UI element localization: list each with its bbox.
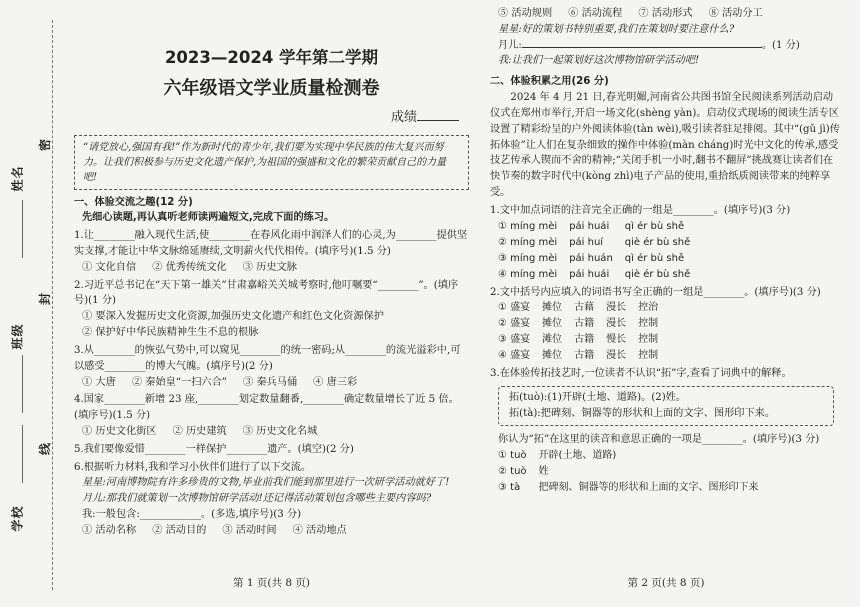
option-row: ① míng mèi pái huái qì ér bù shě [498,220,685,232]
reading-passage: 2024 年 4 月 21 日,春光明媚,河南省公共图书馆全民阅读系列活动启动仪式在郑州市举行,开启一场文化(shèng yàn)。启动仪式现场的阅读生活专区设置了精彩纷呈的户外阅读体验(tàn wèi),吸引读者驻足排阅。其中“(gǔ jì)传拓体验”让人们在复杂细致的操作中体验(màn cháng)时光中文化的传承,感受技艺传承人锲而不舍的精神;“关闭手机一小时,翻书不翻屏”挑战赛让读者们在快节奏的数字时代中(kòng zhì)电子产品的使用,重拾纸质阅读带来的纯粹享受。 [490,92,840,198]
section-2-heading: 二、体验积累之用(26 分) [490,76,609,88]
question-6: 6.根据听力材料,我和学习小伙伴们进行了以下交流。 [74,461,312,473]
section-1-instruction: 先细心读题,再认真听老师读两遍短文,完成下面的练习。 [82,212,335,224]
question-5: 5.我们要像爱惜________一样保护________遗产。(填空)(2 分) [74,443,354,455]
dialogue-xingxing: 星星:河南博物院有许多珍贵的文物,毕业前我们能到那里进行一次研学活动就好了! [82,477,450,489]
option: ① 要深入发掘历史文化资源,加强历史文化遗产和红色文化资源保护 [82,311,384,323]
option: ① 大唐 [82,376,116,388]
option: ③ 秦兵马俑 [242,376,298,388]
dictionary-entry-tuo: 拓(tuò):(1)开辟(土地、道路)。(2)姓。 [509,392,687,404]
option: ② 活动目的 [152,524,207,536]
page-1-footer: 第 1 页(共 8 页) [233,576,310,589]
option: ⑧ 活动分工 [708,8,763,19]
option: ① 历史文化街区 [82,425,157,437]
question-2-1: 1.文中加点词语的注音完全正确的一组是________。(填序号)(3 分) [490,204,791,216]
dictionary-entry-ta: 拓(tà):把碑刻、铜器等的形状和上面的文字、图形印下来。 [509,408,776,419]
pinyin-options-table [498,219,702,283]
school-fill-line [22,425,23,483]
score-field: 成绩 [74,108,469,128]
word-options-table [498,300,670,364]
dialogue-me: 我:一般包含:____________。(多选,填序号)(3 分) [82,509,302,521]
seal-mi: 密 [38,137,53,152]
option-row: ① tuò 开辟(土地、道路) [498,449,617,461]
seal-xian: 线 [38,441,53,456]
option: ⑦ 活动形式 [638,8,693,19]
question-1-options [74,260,469,276]
option: ② 秦始皇“一扫六合” [131,376,227,388]
option: ① 文化自信 [82,261,137,273]
question-4-options [74,424,469,440]
binding-margin [0,0,70,607]
question-2-3-ask: 你认为“拓”在这里的读音和意思正确的一项是________。(填序号)(3 分) [498,433,820,445]
option-row: ② 盛宴 摊位 古籍 漫长 控制 [498,318,659,330]
option: ③ 历史文化名城 [242,425,318,437]
option: ② 保护好中华民族精神生生不息的根脉 [82,327,259,339]
question-2-3: 3.在体验传拓技艺时,一位读者不认识“拓”字,查看了词典中的解释。 [490,368,792,380]
intro-quote-box: “请党放心,强国有我!”作为新时代的青少年,我们要为实现中华民族的伟大复兴而努力。让我们积极参与历史文化遗产保护,为祖国的强盛和文化的繁荣贡献自己的力量吧! [74,135,469,190]
question-3-options [74,375,469,391]
option-row: ④ 盛宴 摊位 古籍 漫长 控制 [498,350,659,362]
option: ④ 唐三彩 [313,376,358,388]
option-row: ② tuò 姓 [498,465,549,477]
tuo-options-table [498,448,771,496]
name-label: 姓名 [10,165,25,192]
option-row: ② míng mèi pái huí qiè ér bù shě [498,236,691,248]
option: ④ 活动地点 [292,524,347,536]
question-2-2: 2.文中括号内应填入的词语书写全正确的一组是________。(填序号)(3 分) [490,286,821,298]
class-label: 班级 [10,323,25,350]
option-row: ③ míng mèi pái huán qì ér bù shě [498,252,685,264]
question-2: 2.习近平总书记在“天下第一雄关”甘肃嘉峪关关城考察时,他叮嘱要“________”。(填序号)(1 分) [74,279,459,307]
option: ③ 历史文脉 [242,261,297,273]
dictionary-entry-box [498,386,834,426]
question-1: 1.让________融入现代生活,使________在春风化雨中润泽人们的心灵,为________提供坚实支撑,才能让中华文脉绵延赓续,文明薪火代代相传。(填序号)(1.5 分) [74,230,468,258]
option-row: ① 盛宴 摊位 古藉 漫长 控治 [498,302,659,314]
question-3: 3.从________的恢弘气势中,可以窥见________的统一密码;从________的流光溢彩中,可以感受________的博大气魄。(填序号)(2 分) [74,344,461,372]
option-row: ④ míng mèi pái huái qiè ér bù shě [498,268,691,280]
option: ③ 活动时间 [222,524,277,536]
class-fill-line [22,355,23,413]
name-fill-line [22,200,23,258]
question-6-options [74,523,469,539]
page-1 [74,0,469,607]
dialogue-xingxing-2: 星星:好的策划书特别重要,我们在策划时要注意什么? [498,23,735,35]
option-row: ③ 盛宴 滩位 古籍 慢长 控制 [498,334,659,346]
dialogue-me-2: 我:让我们一起策划好这次博物馆研学活动吧! [498,55,700,67]
section-1-heading: 一、体验交流之趣(12 分) [74,196,193,208]
exam-year-title: 2023—2024 学年第二学期 [164,48,379,67]
answer-blank [522,47,762,48]
option: ① 活动名称 [82,524,137,536]
question-4: 4.国家________新增 23 座,________划定数量翻番,________确定数量增长了近 5 倍。(填序号)(1.5 分) [74,394,459,422]
option: ② 优秀传统文化 [152,261,227,273]
activity-options-continued [490,6,842,22]
dialogue-yueer: 月儿:那我们就策划一次博物馆研学活动!还记得活动策划包含哪些主要内容吗? [82,493,432,505]
option: ⑤ 活动规则 [498,8,553,19]
seal-feng: 封 [38,291,53,306]
page-2-footer: 第 2 页(共 8 页) [627,576,705,589]
option: ② 历史建筑 [172,425,227,437]
exam-subtitle: 六年级语文学业质量检测卷 [163,77,380,99]
school-label: 学校 [10,505,25,532]
option-row: ③ tà 把碑刻、铜器等的形状和上面的文字、图形印下来 [498,481,759,493]
option: ⑥ 活动流程 [568,8,623,19]
page-2 [490,0,842,607]
dialogue-yueer-2: 月儿: 。(1 分) [498,39,800,51]
